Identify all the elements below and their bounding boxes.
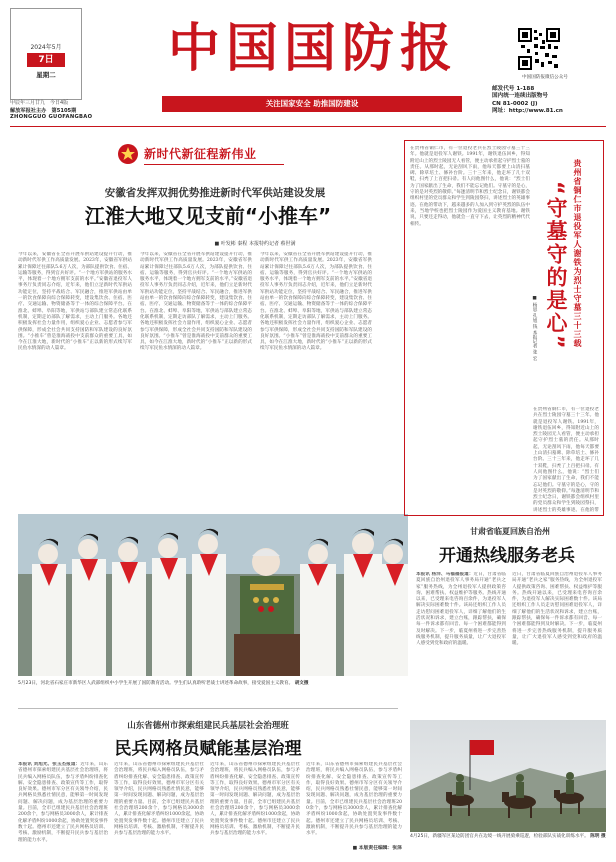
cn-number: CN 81-0002 (J) [492, 100, 538, 107]
lead-body-col2: 今年以来，安徽省在全省开展军供站建设提升行动，推动新时代军供工作高质量发展。2023年，安徽省军供站累计保障过往部队5.6万人次，为部队提供饮食、住宿、运输等服务，得到官兵好评。“一个地方军供站的服务水平，体现着一个地方拥军支前的水平。”安徽省退役军人事务厅负责同志介绍，近年来，他们立足新时代军供站功能定位，坚持平战结合、军民融合，推进军供站由单一的饮食保障向综合保障转变，建设集饮食、住宿、医疗、交通运输、物资储备等于一体的综合保障平台。在淮北、蚌埠、阜阳等地，军供站与部队建立常态化联系机制，定期走访部队了解需求，主动上门服务。各地还积极发挥社会力量作用，组织爱心企业、志愿者参与军供保障，形成全社会共同支持国防和军队建设的良好氛围。“小推车”曾是淮海战役中支前群众的重要工具，如今在江淮大地，新时代的“小推车”正以新的形式续写军民鱼水情深的动人篇章。 [140, 252, 252, 352]
postal-code: 邮发代号 1-188 [492, 86, 535, 92]
right-story-body-b: 在贵州省铜仁市，有一位退役老兵在烈士陵园守墓三十三年。他就是退役军人谢铁。1991年，谢铁退伍回乡，得知附近山上的烈士陵园无人看管，便主动承担起守护烈士墓的责任。从那时起，无论刮风下雨，他每天都要上山清扫墓碑、除草培土、修补台阶。三十三年来，他走坏了几十双鞋，扫秃了上百把扫帚。有人问他图什么，他说：“烈士们为了国家献出了生命，我们不能忘记他们。守墓守的是心，守的是对英烈的敬仰。”每逢清明节和烈士纪念日，谢铁都会组织村里的党员群众和学生到陵园祭扫，讲述烈士的英雄事迹。在他的带 [533, 407, 599, 512]
helpline-kicker: 甘肃省临夏回族自治州 [470, 526, 550, 536]
right-story-headline: “守墓守的是心” [544, 181, 568, 351]
bottom-photo-scene [410, 720, 606, 832]
side-publisher: 中国国防报微信公众号 [522, 75, 568, 80]
masthead [10, 8, 606, 120]
helpline-byline: 本报讯 杨洋、马福福报道： [416, 572, 474, 577]
banner-underline [144, 164, 284, 165]
bottom-photo-caption [410, 834, 606, 840]
lunar-date [10, 99, 100, 106]
lead-body-col1: 今年以来，安徽省在全省开展军供站建设提升行动，推动新时代军供工作高质量发展。2023年，安徽省军供站累计保障过往部队5.6万人次，为部队提供饮食、住宿、运输等服务，得到官兵好评。“一个地方军供站的服务水平，体现着一个地方拥军支前的水平。”安徽省退役军人事务厅负责同志介绍，近年来，他们立足新时代军供站功能定位，坚持平战结合、军民融合，推进军供站由单一的饮食保障向综合保障转变，建设集饮食、住宿、医疗、交通运输、物资储备等于一体的综合保障平台。在淮北、蚌埠、阜阳等地，军供站与部队建立常态化联系机制，定期走访部队了解需求，主动上门服务。各地还积极发挥社会力量作用，组织爱心企业、志愿者参与军供保障，形成全社会共同支持国防和军队建设的良好氛围。“小推车”曾是淮海战役中支前群众的重要工具，如今在江淮大地，新时代的“小推车”正以新的形式续写军民鱼水情深的动人篇章。 [18, 252, 132, 352]
publication-info [492, 86, 602, 116]
qr-code-graphic [518, 28, 560, 70]
militia-kicker: 山东省德州市探索组建民兵基层社会治理班 [127, 721, 289, 731]
date-year-month: 2024年5月 [30, 44, 62, 51]
right-story-body-a: 在贵州省铜仁市，有一位退役老兵在烈士陵园守墓三十三年。他就是退役军人谢铁。1991年，谢铁退伍回乡，得知附近山上的烈士陵园无人看管，便主动承担起守护烈士墓的责任。从那时起，无论刮风下雨，他每天都要上山清扫墓碑、除草培土、修补台阶。三十三年来，他走坏了几十双鞋，扫秃了上百把扫帚。有人问他图什么，他说：“烈士们为了国家献出了生命，我们不能忘记他们。守墓守的是心，守的是对英烈的敬仰。”每逢清明节和烈士纪念日，谢铁都会组织村里的党员群众和学生到陵园祭扫，讲述烈士的英雄事迹。在他的带动下，越来越多的人加入到守护英烈的队伍中来，当地学校也把烈士陵园作为爱国主义教育基地。谢铁说，只要还走得动，他就会一直守下去，让英烈的精神代代相传。 [410, 146, 530, 227]
bottom-caption-text: 4月25日，新疆军区某边防团官兵在边境一线开展骑乘巡逻，检验部队实战化训练水平。 [410, 834, 589, 839]
banner-badge-icon [118, 144, 138, 164]
militia-body-col4: 近年来，山东省德州市探索组建民兵基层社会治理班，将民兵编入网格员队伍，参与矛盾纠纷排查化解、安全隐患排查、政策宣传等工作，取得良好效果。德州市军分区有关领导介绍，民兵网格员熟悉社情民意，能够第一时间发现问题、解决问题，成为基层治理的重要力量。目前，全市已组建民兵基层社会治理班200余个，参与网格员3000余人，累计排查化解矛盾纠纷1000余起，协助处置突发事件数十起。德州市还建立了民兵网格员培训、考核、激励机制，不断提升民兵参与基层治理的能力水平。 [306, 762, 402, 837]
cn-label: 国内统一连续出版物号 [492, 93, 548, 100]
lead-kicker: 安徽省发挥双拥优势推进新时代军供站建设发展 [104, 187, 326, 199]
banner-label: 新时代新征程新伟业 [144, 147, 257, 161]
main-photo-scene [18, 514, 408, 676]
date-day: 7日 [27, 53, 65, 67]
newspaper-title: 中国国防报 [167, 18, 458, 79]
photo-credit: 胡文摄 [294, 681, 309, 686]
masthead-divider [10, 126, 606, 127]
section-banner [118, 144, 290, 166]
bottom-photo [410, 720, 606, 832]
lead-byline: ■ 叶发彬 秦程 本报特约记者 蔡世满 [214, 241, 296, 247]
page-count: 今日4版 [50, 100, 69, 106]
publisher-line [10, 107, 150, 114]
slogan-bar: 关注国家安全 助推国防建设 [162, 96, 462, 112]
militia-byline: 本报讯 刘旭光、张玉杰报道： [18, 762, 81, 767]
section-divider [18, 708, 398, 709]
photo-caption-text: 5月23日，河北省石家庄市新华区人武部组织中小学生开展了国防教育活动。学生们认真聆听老战士讲述革命故事，接受爱国主义教育。 [18, 681, 294, 686]
issue-number: 第5105期 [51, 108, 77, 114]
militia-body-col3: 近年来，山东省德州市探索组建民兵基层社会治理班，将民兵编入网格员队伍，参与矛盾纠纷排查化解、安全隐患排查、政策宣传等工作，取得良好效果。德州市军分区有关领导介绍，民兵网格员熟悉社情民意，能够第一时间发现问题、解决问题，成为基层治理的重要力量。目前，全市已组建民兵基层社会治理班200余个，参与网格员3000余人，累计排查化解矛盾纠纷1000余起，协助处置突发事件数十起。德州市还建立了民兵网格员培训、考核、激励机制，不断提升民兵参与基层治理的能力水平。 [210, 762, 300, 837]
lead-body-col3: 今年以来，安徽省在全省开展军供站建设提升行动，推动新时代军供工作高质量发展。2023年，安徽省军供站累计保障过往部队5.6万人次，为部队提供饮食、住宿、运输等服务，得到官兵好评。“一个地方军供站的服务水平，体现着一个地方拥军支前的水平。”安徽省退役军人事务厅负责同志介绍，近年来，他们立足新时代军供站功能定位，坚持平战结合、军民融合，推进军供站由单一的饮食保障向综合保障转变，建设集饮食、住宿、医疗、交通运输、物资储备等于一体的综合保障平台。在淮北、蚌埠、阜阳等地，军供站与部队建立常态化联系机制，定期走访部队了解需求，主动上门服务。各地还积极发挥社会力量作用，组织爱心企业、志愿者参与军供保障，形成全社会共同支持国防和军队建设的良好氛围。“小推车”曾是淮海战役中支前群众的重要工具，如今在江淮大地，新时代的“小推车”正以新的形式续写军民鱼水情深的动人篇章。 [260, 252, 372, 352]
lunar-text: 甲辰年三月廿九 [10, 100, 46, 106]
militia-body-col1 [18, 762, 108, 854]
militia-headline: 民兵网格员赋能基层治理 [114, 739, 302, 759]
qr-code-icon [518, 28, 560, 70]
main-photo-caption [18, 681, 408, 687]
helpline-body-col2: 近日，甘肃省临夏回族自治州退役军人事务局开通“老兵之家”服务热线，为全州退役军人提供政策咨询、困难帮扶、权益维护等服务。热线开通以来，已受理来电咨询百余件，为退役军人解决实际困难数十件。该局还组织工作人员走访慰问困难退役军人，详细了解他们的生活状况和诉求，建立台账，跟踪帮扶，确保每一件诉求都有回音、每一个困难都能得到及时解决。下一步，临夏州将进一步完善热线服务机制，提升服务质量，让广大退役军人感受到党和政府的温暖。 [512, 572, 602, 647]
website: 网址：http://www.81.cn [492, 108, 563, 115]
publisher: 解放军报社主办 [10, 108, 47, 114]
date-box [10, 8, 82, 100]
banner-star [118, 144, 138, 164]
lead-headline: 江淮大地又见支前“小推车” [84, 204, 332, 228]
helpline-headline: 开通热线服务老兵 [439, 546, 575, 566]
bottom-photo-credit: 陈明 摄 [590, 834, 606, 839]
helpline-body-text: 近日，甘肃省临夏回族自治州退役军人事务局开通“老兵之家”服务热线，为全州退役军人提供政策咨询、困难帮扶、权益维护等服务。热线开通以来，已受理来电咨询百余件，为退役军人解决实际困难数十件。该局还组织工作人员走访慰问困难退役军人，详细了解他们的生活状况和诉求，建立台账，跟踪帮扶，确保每一件诉求都有回音、每一个困难都能得到及时解决。下一步，临夏州将进一步完善热线服务机制，提升服务质量，让广大退役军人感受到党和政府的温暖。 [416, 572, 506, 647]
right-story-box [404, 140, 604, 516]
militia-body-col2: 近年来，山东省德州市探索组建民兵基层社会治理班，将民兵编入网格员队伍，参与矛盾纠纷排查化解、安全隐患排查、政策宣传等工作，取得良好效果。德州市军分区有关领导介绍，民兵网格员熟悉社情民意，能够第一时间发现问题、解决问题，成为基层治理的重要力量。目前，全市已组建民兵基层社会治理班200余个，参与网格员3000余人，累计排查化解矛盾纠纷1000余起，协助处置突发事件数十起。德州市还建立了民兵网格员培训、考核、激励机制，不断提升民兵参与基层治理的能力水平。 [114, 762, 204, 837]
pinyin: ZHONGGUO GUOFANGBAO [10, 114, 93, 120]
weekday: 星期二 [36, 71, 56, 79]
right-story-kicker: 贵州省铜仁市退役军人谢铁为烈士守墓三十三载 [573, 159, 583, 348]
editor-credit: ■ 本版责任编辑：张泽 [352, 846, 402, 851]
militia-body-text: 近年来，山东省德州市探索组建民兵基层社会治理班，将民兵编入网格员队伍，参与矛盾纠纷排查化解、安全隐患排查、政策宣传等工作，取得良好效果。德州市军分区有关领导介绍，民兵网格员熟悉社情民意，能够第一时间发现问题、解决问题，成为基层治理的重要力量。目前，全市已组建民兵基层社会治理班200余个，参与网格员3000余人，累计排查化解矛盾纠纷1000余起，协助处置突发事件数十起。德州市还建立了民兵网格员培训、考核、激励机制，不断提升民兵参与基层治理的能力水平。 [18, 762, 108, 843]
main-photo [18, 514, 408, 676]
helpline-body-col1 [416, 572, 506, 716]
right-story-byline: ■ 杨思 孔旭 钱 本报记者 张 宏 [532, 296, 537, 361]
